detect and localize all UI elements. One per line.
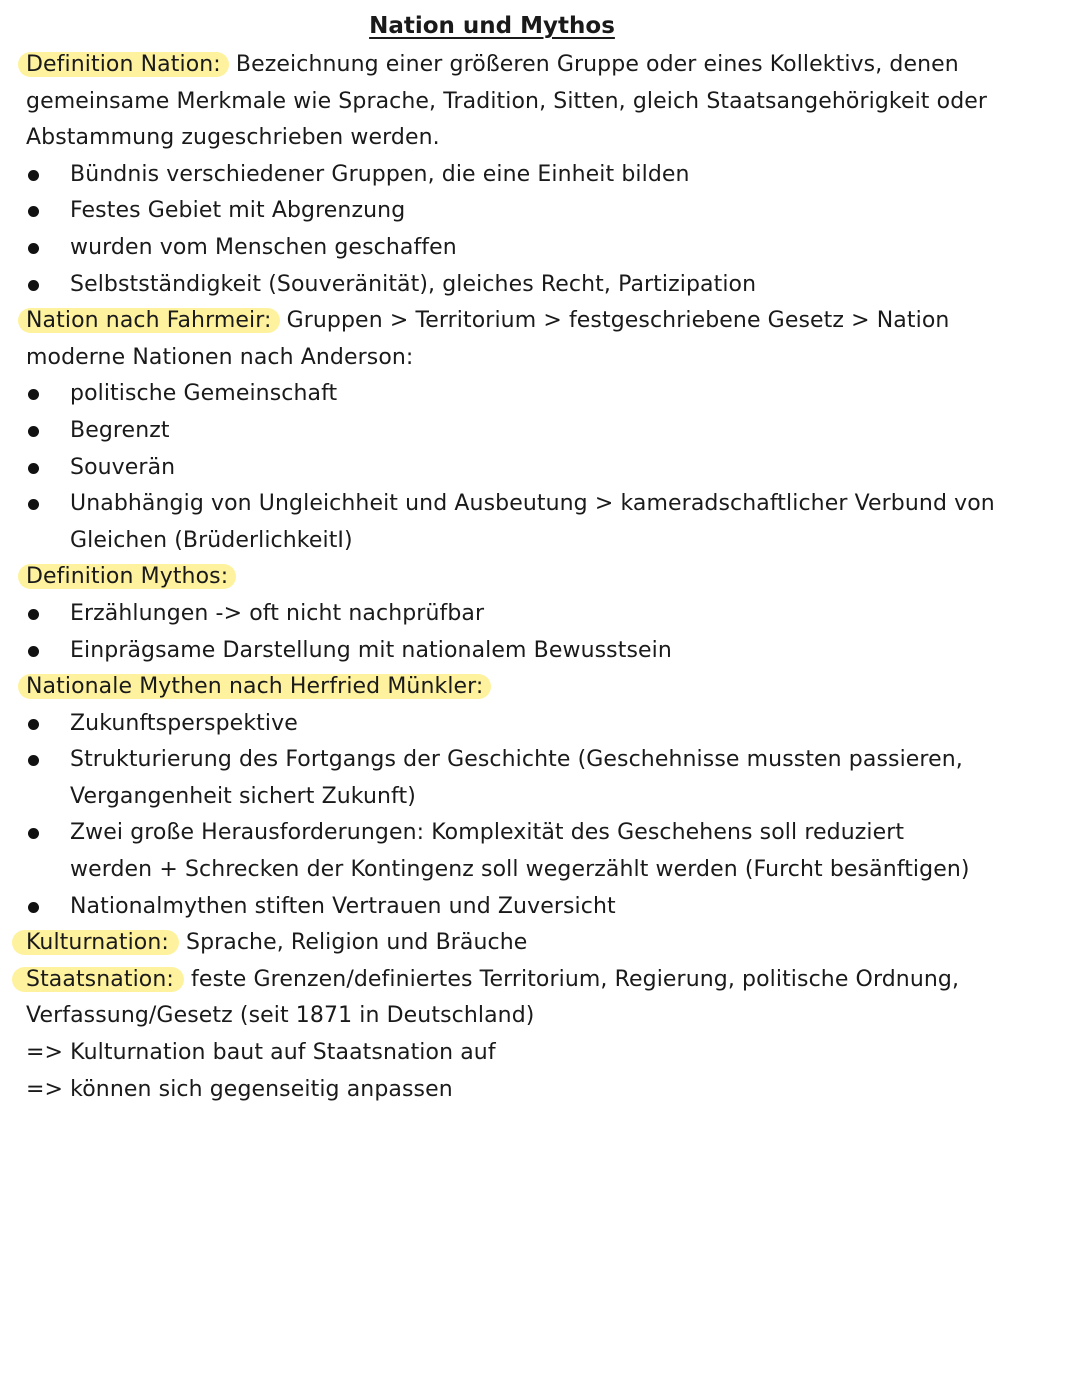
- list-item-text: Strukturierung des Fortgangs der Geschichte (Geschehnisse mussten passieren,: [70, 747, 963, 773]
- definition-nation-label: Definition Nation:: [18, 52, 229, 77]
- list-item: [26, 230, 1036, 267]
- list-item: [26, 450, 1036, 487]
- conclusion-line: => können sich gegenseitig anpassen: [26, 1076, 453, 1102]
- list-item: [26, 706, 1036, 743]
- bullet-icon: [28, 719, 39, 730]
- list-item-text: Begrenzt: [70, 417, 170, 443]
- definition-nation-text-1: Bezeichnung einer größeren Gruppe oder eines Kollektivs, denen: [228, 52, 959, 77]
- bullet-icon: [28, 828, 39, 839]
- list-item-continuation: Gleichen (BrüderlichkeitI): [70, 527, 353, 553]
- list-item: [26, 815, 1036, 852]
- page-title-text: Nation und Mythos: [369, 13, 615, 39]
- list-item-continuation: werden + Schrecken der Kontingenz soll wegerzählt werden (Furcht besänftigen): [70, 857, 970, 883]
- definition-mythos-label: Definition Mythos:: [18, 564, 236, 589]
- kulturnation-text: Sprache, Religion und Bräuche: [178, 930, 528, 956]
- bullet-icon: [28, 609, 39, 620]
- list-item-continuation: Vergangenheit sichert Zukunft): [70, 783, 416, 809]
- anderson-heading: moderne Nationen nach Anderson:: [26, 344, 414, 370]
- list-item-text: politische Gemeinschaft: [70, 381, 338, 407]
- list-item-text: Nationalmythen stiften Vertrauen und Zuversicht: [70, 893, 616, 919]
- bullet-icon: [28, 206, 39, 217]
- definition-nation-line: [26, 47, 1036, 84]
- bullet-icon: [28, 389, 39, 400]
- list-item-text: Einprägsame Darstellung mit nationalem Bewusstsein: [70, 637, 672, 663]
- staatsnation-line: [26, 962, 1036, 999]
- bullet-icon: [28, 463, 39, 474]
- list-item-text: Zwei große Herausforderungen: Komplexität des Geschehens soll reduziert: [70, 820, 905, 846]
- fahrmeir-text: Gruppen > Territorium > festgeschriebene Gesetz > Nation: [279, 308, 950, 334]
- list-item-text: Selbstständigkeit (Souveränität), gleiches Recht, Partizipation: [70, 271, 757, 297]
- list-item: [26, 413, 1036, 450]
- muenkler-line: [26, 669, 1036, 706]
- fahrmeir-label: Nation nach Fahrmeir:: [18, 308, 280, 333]
- notes-body: [26, 47, 1036, 1108]
- list-item: [26, 376, 1036, 413]
- definition-nation-text-2: gemeinsame Merkmale wie Sprache, Tradition, Sitten, gleich Staatsangehörigkeit oder: [26, 88, 988, 114]
- fahrmeir-line: [26, 303, 1036, 340]
- list-item-text: Erzählungen -> oft nicht nachprüfbar: [70, 600, 485, 626]
- list-item-text: Souverän: [70, 454, 176, 480]
- kulturnation-label: Kulturnation:: [12, 930, 179, 955]
- conclusion-line: => Kulturnation baut auf Staatsnation auf: [26, 1040, 496, 1066]
- list-item: [26, 889, 1036, 926]
- bullet-icon: [28, 170, 39, 181]
- list-item: [26, 193, 1036, 230]
- list-item: [26, 742, 1036, 779]
- list-item-text: Zukunftsperspektive: [70, 710, 298, 736]
- muenkler-label: Nationale Mythen nach Herfried Münkler:: [18, 674, 491, 699]
- staatsnation-label: Staatsnation:: [12, 967, 184, 992]
- list-item: [26, 486, 1036, 523]
- list-item: [26, 633, 1036, 670]
- list-item-text: Bündnis verschiedener Gruppen, die eine Einheit bilden: [70, 161, 690, 187]
- page-title: [0, 10, 984, 42]
- staatsnation-text-1: feste Grenzen/definiertes Territorium, Regierung, politische Ordnung,: [183, 966, 960, 992]
- list-item-text: Festes Gebiet mit Abgrenzung: [70, 198, 406, 224]
- list-item-text: wurden vom Menschen geschaffen: [70, 234, 457, 260]
- bullet-icon: [28, 499, 39, 510]
- list-item: [26, 596, 1036, 633]
- bullet-icon: [28, 646, 39, 657]
- bullet-icon: [28, 243, 39, 254]
- bullet-icon: [28, 755, 39, 766]
- definition-mythos-line: [26, 559, 1036, 596]
- definition-nation-text-3: Abstammung zugeschrieben werden.: [26, 125, 440, 151]
- staatsnation-text-2: Verfassung/Gesetz (seit 1871 in Deutschland): [26, 1003, 535, 1029]
- list-item-text: Unabhängig von Ungleichheit und Ausbeutung > kameradschaftlicher Verbund von: [70, 491, 995, 517]
- kulturnation-line: [26, 925, 1036, 962]
- bullet-icon: [28, 902, 39, 913]
- list-item: [26, 267, 1036, 304]
- bullet-icon: [28, 280, 39, 291]
- bullet-icon: [28, 426, 39, 437]
- list-item: [26, 157, 1036, 194]
